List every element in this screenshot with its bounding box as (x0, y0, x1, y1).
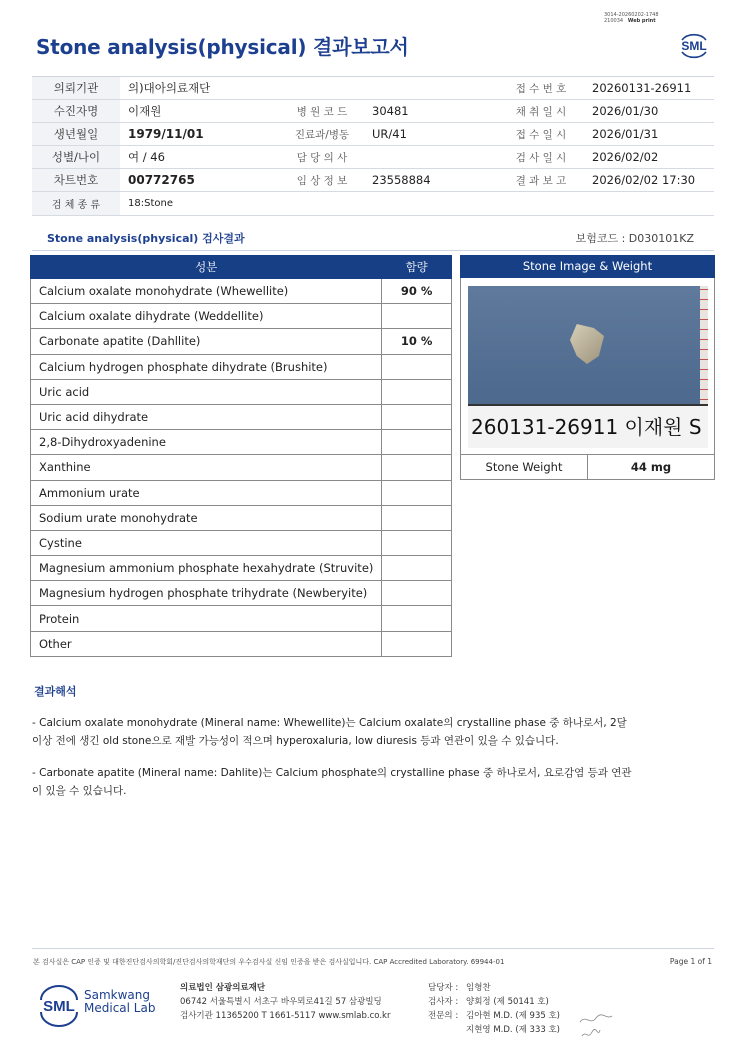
table-row (31, 556, 452, 581)
signature-image (578, 1012, 618, 1042)
component-content (382, 304, 452, 329)
info-row (32, 100, 714, 123)
patient-info-table (32, 76, 714, 216)
staff-row (428, 1009, 560, 1023)
label-hospital-code: 병 원 코 드 (280, 100, 364, 123)
interpretation-paragraph: - Calcium oxalate monohydrate (Mineral name: Whewellite)는 Calcium oxalate의 crystalline phase 중 하나로서, 2달 이상 전에 생긴 old stone으로 재발 가능성이 적으며 hyperoxaluria, low diuresis 등과 연관이 있을 수 있습니다. (32, 717, 627, 747)
label-test-date: 검 사 일 시 (498, 146, 584, 169)
stamp-web-print: Web print (627, 18, 656, 24)
component-name: Magnesium ammonium phosphate hexahydrate (Struvite) (31, 556, 382, 581)
staff-name: 김아현 M.D. (제 935 호) (466, 1011, 561, 1021)
logo-text: SML (43, 998, 75, 1015)
component-name: Cystine (31, 530, 382, 555)
staff-role: 전문의 : (428, 1011, 459, 1021)
stamp-line-1: 3014-20260202-1748 (604, 12, 659, 18)
component-name: Calcium hydrogen phosphate dihydrate (Brushite) (31, 354, 382, 379)
label-sex-age: 성별/나이 (32, 146, 120, 169)
component-content (382, 430, 452, 455)
label-accession-no: 접 수 번 호 (498, 77, 584, 100)
component-name: Uric acid (31, 379, 382, 404)
lab-name-line-2: Medical Lab (84, 1001, 156, 1015)
value-patient-name: 이재원 (120, 100, 280, 123)
label-clinical-info: 임 상 정 보 (280, 169, 364, 192)
label-report-date: 결 과 보 고 (498, 169, 584, 192)
table-row (31, 631, 452, 656)
header-component: 성분 (31, 256, 382, 279)
stone-image-panel (460, 255, 715, 480)
staff-row (428, 1023, 560, 1037)
component-name: Calcium oxalate dihydrate (Weddellite) (31, 304, 382, 329)
value-clinical-info: 23558884 (364, 169, 498, 192)
info-row (32, 146, 714, 169)
component-content: 90 % (382, 279, 452, 304)
accreditation-note: 본 검사실은 CAP 인증 및 대한진단검사의학회/진단검사의학재단의 우수검사실 신임 인증을 받은 검사실입니다. CAP Accredited Laboratory. 69944-01 (33, 958, 505, 966)
value-birth-date: 1979/11/01 (120, 123, 280, 146)
page-number: Page 1 of 1 (669, 957, 712, 966)
table-row (31, 404, 452, 429)
component-name: Carbonate apatite (Dahllite) (31, 329, 382, 354)
table-row (31, 354, 452, 379)
org-name: 의료법인 삼광의료재단 (180, 983, 266, 993)
staff-role: 담당자 : (428, 983, 459, 993)
label-receipt-date: 접 수 일 시 (498, 123, 584, 146)
component-name: Other (31, 631, 382, 656)
label-department: 진료과/병동 (280, 123, 364, 146)
component-content (382, 480, 452, 505)
value-collection-date: 2026/01/30 (584, 100, 714, 123)
value-receipt-date: 2026/01/31 (584, 123, 714, 146)
component-content (382, 581, 452, 606)
table-row (31, 455, 452, 480)
component-content (382, 505, 452, 530)
table-row (31, 430, 452, 455)
logo-text: SML (681, 39, 707, 53)
stone-weight-row (460, 455, 715, 480)
value-test-date: 2026/02/02 (584, 146, 714, 169)
label-specimen-type: 검 체 종 류 (32, 192, 120, 216)
info-row (32, 169, 714, 192)
value-accession-no: 20260131-26911 (584, 77, 714, 100)
component-name: Calcium oxalate monohydrate (Whewellite) (31, 279, 382, 304)
component-name: Protein (31, 606, 382, 631)
interpretation-paragraph: - Carbonate apatite (Mineral name: Dahlite)는 Calcium phosphate의 crystalline phase 중 하나로서, 요로감염 등과 연관이 있을 수 있습니다. (32, 767, 632, 797)
sml-logo-icon (36, 983, 82, 1027)
footer-divider (32, 948, 714, 949)
table-row (31, 581, 452, 606)
component-content (382, 606, 452, 631)
label-physician: 담 당 의 사 (280, 146, 364, 169)
lab-name (84, 989, 155, 1015)
results-table (30, 255, 452, 657)
table-row (31, 530, 452, 555)
component-name: Ammonium urate (31, 480, 382, 505)
component-content (382, 404, 452, 429)
page-title: Stone analysis(physical) 결과보고서 (36, 35, 409, 59)
stamp-line-2: 210034 (604, 18, 624, 24)
staff-role: 검사자 : (428, 997, 459, 1007)
component-name: 2,8-Dihydroxyadenine (31, 430, 382, 455)
component-name: Xanthine (31, 455, 382, 480)
component-name: Uric acid dihydrate (31, 404, 382, 429)
component-content (382, 379, 452, 404)
label-requester: 의뢰기관 (32, 77, 120, 100)
label-birth-date: 생년월일 (32, 123, 120, 146)
label-patient-name: 수진자명 (32, 100, 120, 123)
table-row (31, 480, 452, 505)
info-row (32, 192, 714, 216)
lab-name-line-1: Samkwang (84, 988, 150, 1002)
component-name: Magnesium hydrogen phosphate trihydrate (Newberyite) (31, 581, 382, 606)
specimen-label: 260131-26911 이재원 S (468, 404, 708, 448)
stone-specimen (570, 324, 604, 364)
stone-weight-value: 44 mg (630, 460, 672, 474)
component-content (382, 530, 452, 555)
value-department: UR/41 (364, 123, 498, 146)
interpretation-text (32, 714, 632, 814)
value-requester: 의)대아의료재단 (120, 77, 280, 100)
label-collection-date: 채 취 일 시 (498, 100, 584, 123)
value-physician (364, 146, 498, 169)
contact: 검사기관 11365200 T 1661-5117 www.smlab.co.kr (180, 1011, 391, 1021)
interpretation-title: 결과해석 (34, 685, 77, 698)
table-row (31, 505, 452, 530)
results-section-title: Stone analysis(physical) 검사결과 (47, 232, 245, 245)
table-row (31, 606, 452, 631)
value-chart-no: 00772765 (120, 169, 280, 192)
label-chart-no: 차트번호 (32, 169, 120, 192)
component-content (382, 631, 452, 656)
stone-weight-label: Stone Weight (461, 455, 588, 479)
component-content (382, 354, 452, 379)
ruler (700, 286, 708, 404)
table-row (31, 279, 452, 304)
value-hospital-code: 30481 (364, 100, 498, 123)
info-row (32, 77, 714, 100)
stone-image-header: Stone Image & Weight (460, 255, 715, 278)
stone-photo (468, 286, 708, 448)
table-row (31, 304, 452, 329)
table-row (31, 329, 452, 354)
component-content: 10 % (382, 329, 452, 354)
print-stamp (604, 12, 659, 24)
staff-row (428, 995, 560, 1009)
component-content (382, 455, 452, 480)
component-content (382, 556, 452, 581)
staff-role (428, 1023, 466, 1037)
header-content: 함량 (382, 256, 452, 279)
staff-list (428, 981, 560, 1037)
staff-name: 양회정 (제 50141 호) (466, 997, 549, 1007)
value-report-date: 2026/02/02 17:30 (584, 169, 714, 192)
table-row (31, 379, 452, 404)
stone-image-box (460, 278, 715, 455)
component-name: Sodium urate monohydrate (31, 505, 382, 530)
address: 06742 서울특별시 서초구 바우뫼로41길 57 삼광빌딩 (180, 997, 382, 1007)
staff-name: 지현영 M.D. (제 333 호) (466, 1025, 561, 1035)
lab-address-block (180, 981, 390, 1023)
sml-logo-icon (676, 28, 712, 62)
value-specimen-type: 18:Stone (120, 192, 280, 216)
section-divider (32, 250, 714, 251)
staff-name: 임형찬 (466, 983, 491, 993)
info-row (32, 123, 714, 146)
value-sex-age: 여 / 46 (120, 146, 280, 169)
staff-row (428, 981, 560, 995)
insurance-code: 보험코드 : D030101KZ (575, 232, 694, 245)
